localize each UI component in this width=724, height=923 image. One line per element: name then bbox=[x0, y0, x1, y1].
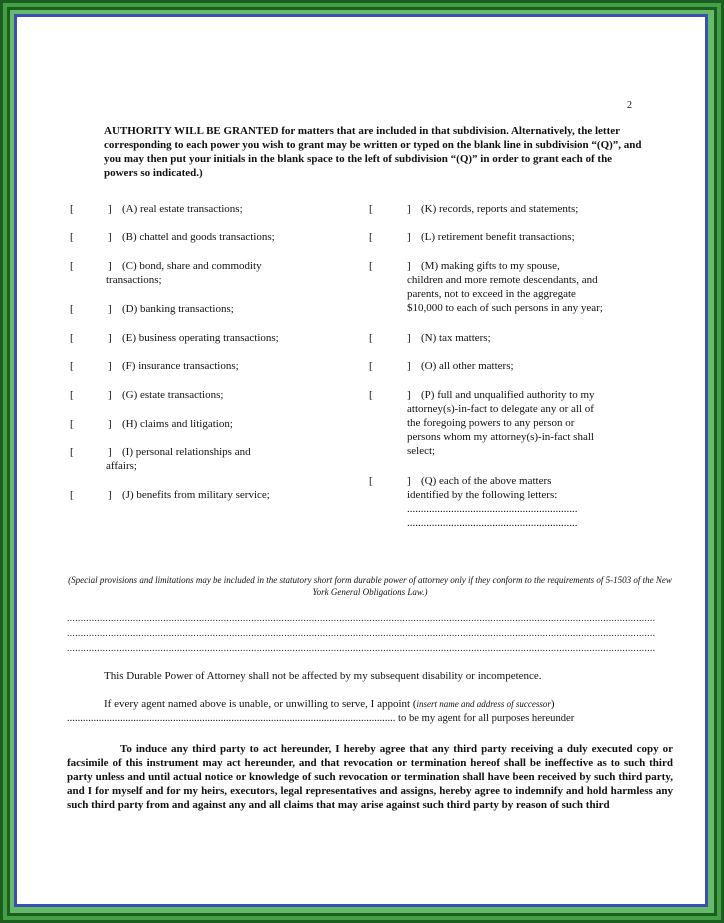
power-label-cont: transactions; bbox=[106, 274, 162, 286]
initial-box-open[interactable]: [ bbox=[369, 260, 373, 272]
power-label-cont: identified by the following letters: bbox=[407, 489, 558, 501]
initial-box-close[interactable]: ] bbox=[407, 231, 411, 243]
initial-box-open[interactable]: [ bbox=[70, 231, 74, 243]
initial-box-close[interactable]: ] bbox=[108, 260, 112, 272]
initial-box-open[interactable]: [ bbox=[70, 203, 74, 215]
initial-box-open[interactable]: [ bbox=[369, 389, 373, 401]
power-label: (P) full and unqualified authority to my bbox=[421, 389, 595, 401]
initial-box-close[interactable]: ] bbox=[108, 203, 112, 215]
dotted-line-1[interactable]: ...................................................................................................................................................................................................................... bbox=[67, 613, 656, 623]
dotted-line-3[interactable]: ...................................................................................................................................................................................................................... bbox=[67, 643, 656, 653]
power-label: (A) real estate transactions; bbox=[122, 203, 243, 215]
initial-box-close[interactable]: ] bbox=[407, 203, 411, 215]
initial-box-close[interactable]: ] bbox=[407, 360, 411, 372]
initial-box-open[interactable]: [ bbox=[70, 446, 74, 458]
power-label: (K) records, reports and statements; bbox=[421, 203, 579, 215]
power-label-cont: parents, not to exceed in the aggregate bbox=[407, 288, 576, 300]
third-party-text: To induce any third party to act hereunder, I hereby agree that any third party receiving a duly executed copy or facsimile of this instrument may act hereunder, and that revocation or termination hereof shall be ineffective as to such third party unless and until actual notice or knowledge of such revocation or termination shall have been received by such third party, and I for myself and for my heirs, executors, legal representatives and assigns, hereby agree to indemnify and hold harmless any such third party from and against any and all claims that may arise against such third party by reason of such third bbox=[67, 743, 673, 811]
initial-box-close[interactable]: ] bbox=[108, 332, 112, 344]
durable-statement: This Durable Power of Attorney shall not be affected by my subsequent disability or incompetence. bbox=[104, 670, 542, 682]
page-number: 2 bbox=[627, 100, 632, 111]
initial-box-open[interactable]: [ bbox=[70, 260, 74, 272]
power-label: (O) all other matters; bbox=[421, 360, 514, 372]
initial-box-open[interactable]: [ bbox=[369, 475, 373, 487]
power-label-cont: $10,000 to each of such persons in any year; bbox=[407, 302, 603, 314]
initial-box-close[interactable]: ] bbox=[108, 389, 112, 401]
power-label-cont: affairs; bbox=[106, 460, 137, 472]
power-label: (E) business operating transactions; bbox=[122, 332, 279, 344]
third-party-paragraph bbox=[67, 742, 673, 812]
initial-box-open[interactable]: [ bbox=[70, 389, 74, 401]
successor-close: ) bbox=[550, 698, 555, 710]
initial-box-close[interactable]: ] bbox=[108, 231, 112, 243]
power-label: (G) estate transactions; bbox=[122, 389, 224, 401]
power-label: (N) tax matters; bbox=[421, 332, 491, 344]
initial-box-close[interactable]: ] bbox=[407, 332, 411, 344]
initial-box-open[interactable]: [ bbox=[369, 231, 373, 243]
document-page bbox=[14, 14, 708, 907]
power-label: (M) making gifts to my spouse, bbox=[421, 260, 560, 272]
initial-box-open[interactable]: [ bbox=[369, 360, 373, 372]
power-label-cont: the foregoing powers to any person or bbox=[407, 417, 575, 429]
initial-box-close[interactable]: ] bbox=[108, 489, 112, 501]
power-label: (C) bond, share and commodity bbox=[122, 260, 262, 272]
power-label: (I) personal relationships and bbox=[122, 446, 251, 458]
power-label-cont: select; bbox=[407, 445, 436, 457]
power-label: (Q) each of the above matters bbox=[421, 475, 552, 487]
initial-box-open[interactable]: [ bbox=[369, 203, 373, 215]
power-label-cont: children and more remote descendants, and bbox=[407, 274, 598, 286]
initial-box-close[interactable]: ] bbox=[108, 446, 112, 458]
initial-box-close[interactable]: ] bbox=[407, 260, 411, 272]
agent-line[interactable]: ............................................................................................................................ to be my agent for all purposes hereunder bbox=[67, 713, 575, 724]
power-label: (F) insurance transactions; bbox=[122, 360, 239, 372]
power-label: (J) benefits from military service; bbox=[122, 489, 270, 501]
power-label: (L) retirement benefit transactions; bbox=[421, 231, 575, 243]
initial-box-open[interactable]: [ bbox=[70, 360, 74, 372]
initial-box-close[interactable]: ] bbox=[407, 389, 411, 401]
initial-box-close[interactable]: ] bbox=[108, 303, 112, 315]
initial-box-open[interactable]: [ bbox=[369, 332, 373, 344]
intro-paragraph: AUTHORITY WILL BE GRANTED for matters that are included in that subdivision. Alternatively, the letter corresponding to each power you wish to grant may be written or typed on the blank line in subdivision “(Q)”, and you may then put your initials in the blank space to the left of subdivision “(Q)” in order to grant each of the powers so indicated.) bbox=[104, 125, 642, 179]
initial-box-open[interactable]: [ bbox=[70, 332, 74, 344]
initial-box-open[interactable]: [ bbox=[70, 489, 74, 501]
initial-box-open[interactable]: [ bbox=[70, 418, 74, 430]
power-label-cont: .............................................................. bbox=[407, 517, 578, 529]
power-label: (B) chattel and goods transactions; bbox=[122, 231, 275, 243]
initial-box-close[interactable]: ] bbox=[108, 418, 112, 430]
power-label: (D) banking transactions; bbox=[122, 303, 234, 315]
power-label-cont: .............................................................. bbox=[407, 503, 578, 515]
initial-box-close[interactable]: ] bbox=[108, 360, 112, 372]
dotted-line-2[interactable]: ...................................................................................................................................................................................................................... bbox=[67, 628, 656, 638]
successor-statement bbox=[104, 697, 555, 711]
successor-italic: insert name and address of successor bbox=[416, 699, 551, 709]
initial-box-close[interactable]: ] bbox=[407, 475, 411, 487]
power-label-cont: persons whom my attorney(s)-in-fact shall bbox=[407, 431, 594, 443]
power-label-cont: attorney(s)-in-fact to delegate any or all of bbox=[407, 403, 594, 415]
special-provisions-note: (Special provisions and limitations may be included in the statutory short form durable power of attorney only if they conform to the requirements of 5-1503 of the New York General Obligations Law.) bbox=[68, 575, 672, 597]
power-label: (H) claims and litigation; bbox=[122, 418, 233, 430]
initial-box-open[interactable]: [ bbox=[70, 303, 74, 315]
successor-text: If every agent named above is unable, or unwilling to serve, I appoint ( bbox=[104, 698, 417, 710]
